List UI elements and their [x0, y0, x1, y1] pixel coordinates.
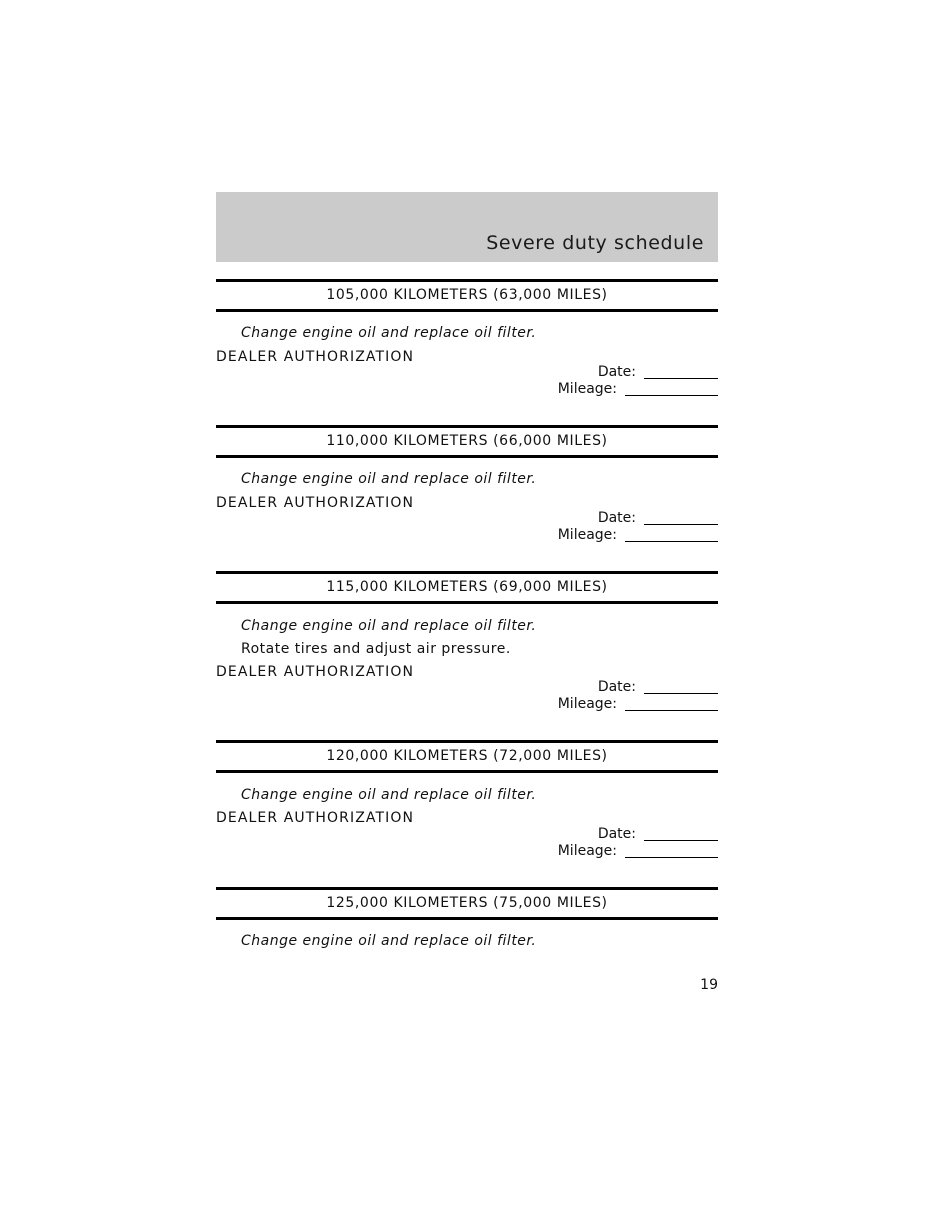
date-field[interactable] — [644, 364, 718, 379]
date-row — [598, 510, 718, 527]
dealer-authorization-label: DEALER AUTHORIZATION — [216, 664, 415, 680]
mileage-field[interactable] — [625, 381, 718, 396]
page-number: 19 — [700, 977, 718, 993]
interval-heading: 110,000 KILOMETERS (66,000 MILES) — [216, 425, 718, 458]
mileage-field[interactable] — [625, 696, 718, 711]
task-item: Change engine oil and replace oil filter. — [241, 471, 537, 487]
mileage-label: Mileage: — [557, 843, 617, 859]
date-label: Date: — [597, 679, 636, 695]
task-item: Change engine oil and replace oil filter. — [241, 933, 537, 949]
mileage-label: Mileage: — [557, 381, 617, 397]
task-item: Change engine oil and replace oil filter. — [241, 618, 537, 634]
interval-heading: 105,000 KILOMETERS (63,000 MILES) — [216, 279, 718, 312]
date-field[interactable] — [644, 679, 718, 694]
date-label: Date: — [597, 826, 636, 842]
date-row — [598, 364, 718, 381]
mileage-row — [558, 843, 718, 860]
interval-heading: 120,000 KILOMETERS (72,000 MILES) — [216, 740, 718, 773]
mileage-row — [558, 527, 718, 544]
mileage-row — [558, 696, 718, 713]
date-label: Date: — [597, 510, 636, 526]
dealer-authorization-label: DEALER AUTHORIZATION — [216, 349, 415, 365]
date-field[interactable] — [644, 510, 718, 525]
task-item: Change engine oil and replace oil filter. — [241, 325, 537, 341]
task-item: Change engine oil and replace oil filter. — [241, 787, 537, 803]
mileage-row — [558, 381, 718, 398]
date-row — [598, 826, 718, 843]
mileage-label: Mileage: — [557, 696, 617, 712]
header-band — [216, 192, 718, 262]
task-item: Rotate tires and adjust air pressure. — [241, 641, 511, 657]
mileage-label: Mileage: — [557, 527, 617, 543]
page-title: Severe duty schedule — [486, 232, 704, 254]
mileage-field[interactable] — [625, 527, 718, 542]
date-row — [598, 679, 718, 696]
interval-heading: 125,000 KILOMETERS (75,000 MILES) — [216, 887, 718, 920]
date-field[interactable] — [644, 826, 718, 841]
interval-heading: 115,000 KILOMETERS (69,000 MILES) — [216, 571, 718, 604]
dealer-authorization-label: DEALER AUTHORIZATION — [216, 810, 415, 826]
dealer-authorization-label: DEALER AUTHORIZATION — [216, 495, 415, 511]
mileage-field[interactable] — [625, 843, 718, 858]
date-label: Date: — [597, 364, 636, 380]
